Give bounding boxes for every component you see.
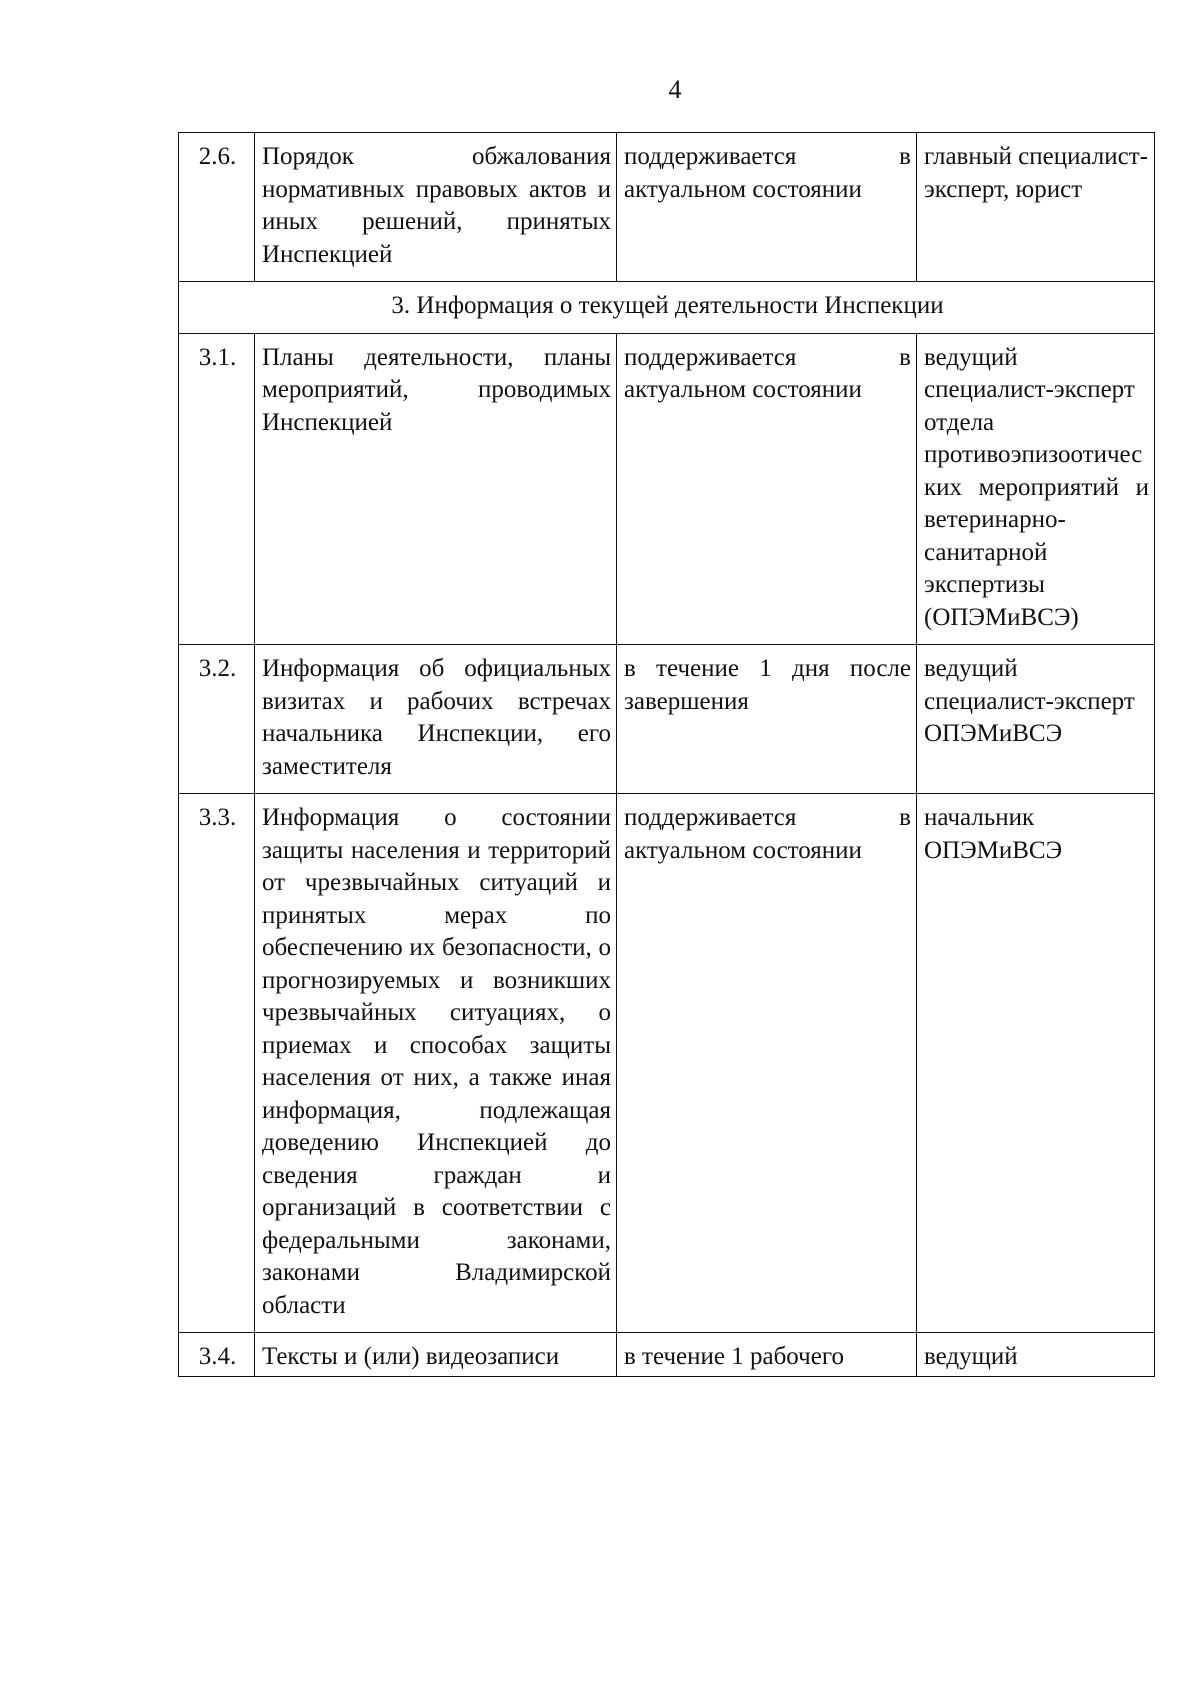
row-responsible: начальник ОПЭМиВСЭ	[917, 794, 1155, 1333]
row-number: 3.3.	[179, 794, 255, 1333]
section-header-row	[179, 282, 1155, 334]
row-responsible: ведущий	[917, 1333, 1155, 1377]
row-term: в течение 1 дня после завершения	[617, 645, 917, 794]
row-number: 3.2.	[179, 645, 255, 794]
table-row	[179, 1333, 1155, 1377]
page-number: 4	[668, 75, 682, 104]
table-row	[179, 133, 1155, 282]
row-responsible: ведущий специалист-эксперт отдела противоэпизоотических мероприятий и ветеринарно-санитарной экспертизы (ОПЭМиВСЭ)	[917, 333, 1155, 645]
row-term: поддерживается в актуальном состоянии	[617, 333, 917, 645]
information-table	[178, 132, 1155, 1377]
row-name: Порядок обжалования нормативных правовых актов и иных решений, принятых Инспекцией	[255, 133, 617, 282]
row-number: 3.4.	[179, 1333, 255, 1377]
row-term: поддерживается в актуальном состоянии	[617, 133, 917, 282]
row-number: 3.1.	[179, 333, 255, 645]
row-name: Информация об официальных визитах и рабочих встречах начальника Инспекции, его заместителя	[255, 645, 617, 794]
row-number: 2.6.	[179, 133, 255, 282]
row-term: поддерживается в актуальном состоянии	[617, 794, 917, 1333]
row-responsible: ведущий специалист-эксперт ОПЭМиВСЭ	[917, 645, 1155, 794]
table-row	[179, 794, 1155, 1333]
table-row	[179, 645, 1155, 794]
section-title: 3. Информация о текущей деятельности Инспекции	[179, 282, 1155, 334]
row-name: Информация о состоянии защиты населения и территорий от чрезвычайных ситуаций и принятых мерах по обеспечению их безопасности, о прогнозируемых и возникших чрезвычайных ситуациях, о приемах и способах защиты населения от них, а также иная информация, подлежащая доведению Инспекцией до сведения граждан и организаций в соответствии с федеральными законами, законами Владимирской области	[255, 794, 617, 1333]
row-name: Тексты и (или) видеозаписи	[255, 1333, 617, 1377]
row-name: Планы деятельности, планы мероприятий, проводимых Инспекцией	[255, 333, 617, 645]
row-term: в течение 1 рабочего	[617, 1333, 917, 1377]
table-row	[179, 333, 1155, 645]
row-responsible: главный специалист-эксперт, юрист	[917, 133, 1155, 282]
